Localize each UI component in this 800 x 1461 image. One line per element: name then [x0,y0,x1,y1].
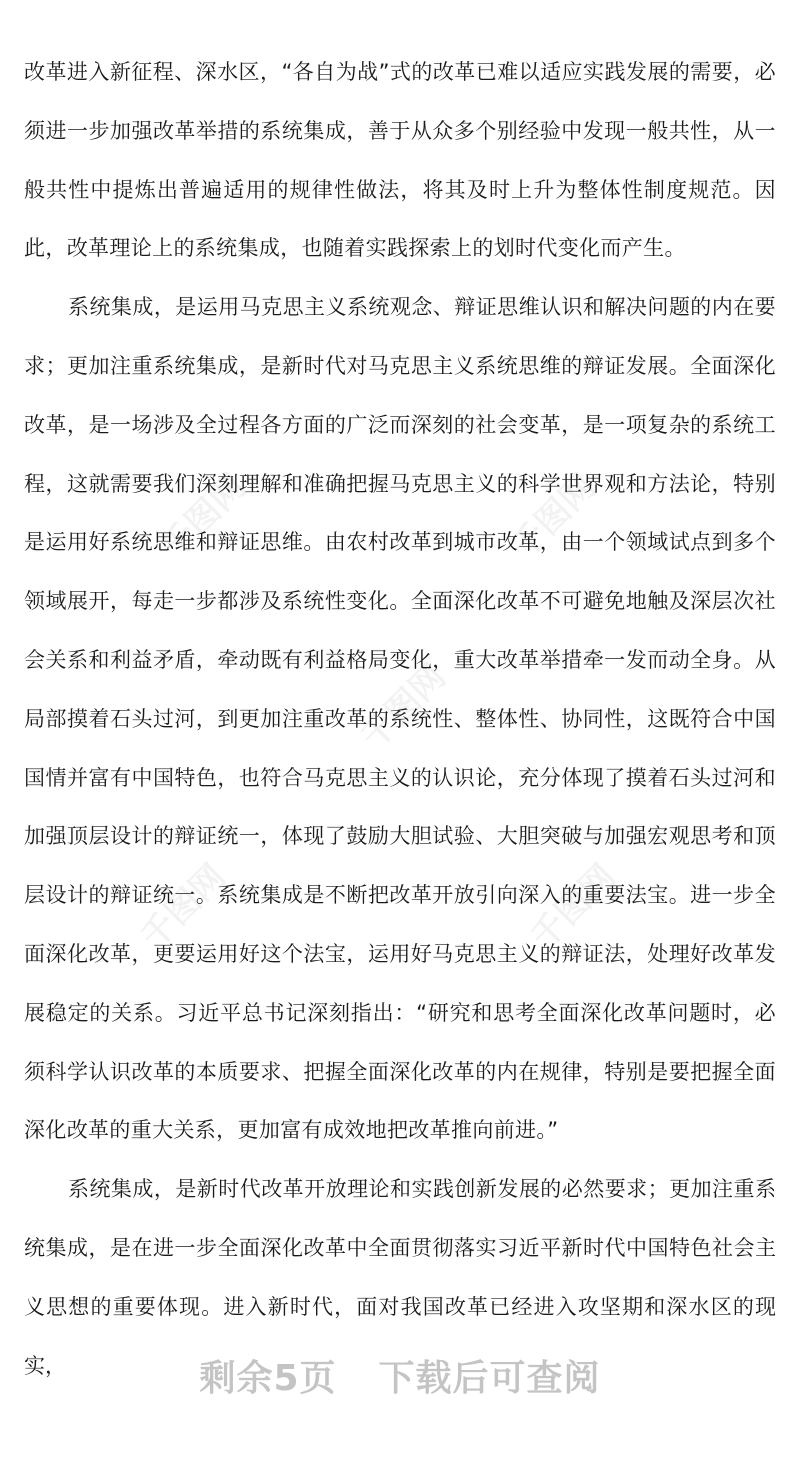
paragraph-1: 改革进入新征程、深水区，“各自为战”式的改革已难以适应实践发展的需要，必须进一步加强改革举措的系统集成，善于从众多个别经验中发现一般共性，从一般共性中提炼出普遍适用的规律性做法，将其及时上升为整体性制度规范。因此，改革理论上的系统集成，也随着实践探索上的划时代变化而产生。 [24,60,776,261]
paragraph-3: 系统集成，是新时代改革开放理论和实践创新发展的必然要求；更加注重系统集成，是在进一步全面深化改革中全面贯彻落实习近平新时代中国特色社会主义思想的重要体现。进入新时代，面对我国改革已经进入攻坚期和深水区的现实， [24,1177,776,1378]
remaining-pages-label[interactable]: 剩余5页 [199,1358,337,1399]
watermark: 千图网 [153,466,254,568]
watermark: 千图网 [503,466,604,568]
download-banner[interactable] [0,1350,800,1401]
paragraph-2: 系统集成，是运用马克思主义系统观念、辩证思维认识和解决问题的内在要求；更加注重系统集成，是新时代对马克思主义系统思维的辩证发展。全面深化改革，是一场涉及全过程各方面的广泛而深刻的社会变革，是一项复杂的系统工程，这就需要我们深刻理解和准确把握马克思主义的科学世界观和方法论，特别是运用好系统思维和辩证思维。由农村改革到城市改革，由一个领域试点到多个领域展开，每走一步都涉及系统性变化。全面深化改革不可避免地触及深层次社会关系和利益矛盾，牵动既有利益格局变化，重大改革举措牵一发而动全身。从局部摸着石头过河，到更加注重改革的系统性、整体性、协同性，这既符合中国国情并富有中国特色，也符合马克思主义的认识论，充分体现了摸着石头过河和加强顶层设计的辩证统一，体现了鼓励大胆试验、大胆突破与加强宏观思考和顶层设计的辩证统一。系统集成是不断把改革开放引向深入的重要法宝。进一步全面深化改革，更要运用好这个法宝，运用好马克思主义的辩证法，处理好改革发展稳定的关系。习近平总书记深刻指出：“研究和思考全面深化改革问题时，必须科学认识改革的本质要求、把握全面深化改革的内在规律，特别是要把握全面深化改革的重大关系，更加富有成效地把改革推向前进。” [24,295,776,1143]
watermark: 千图网 [523,856,624,958]
download-hint-label[interactable]: 下载后可查阅 [378,1358,601,1399]
watermark: 千图网 [353,656,454,758]
document-body [24,43,776,1395]
watermark: 千图网 [133,856,234,958]
